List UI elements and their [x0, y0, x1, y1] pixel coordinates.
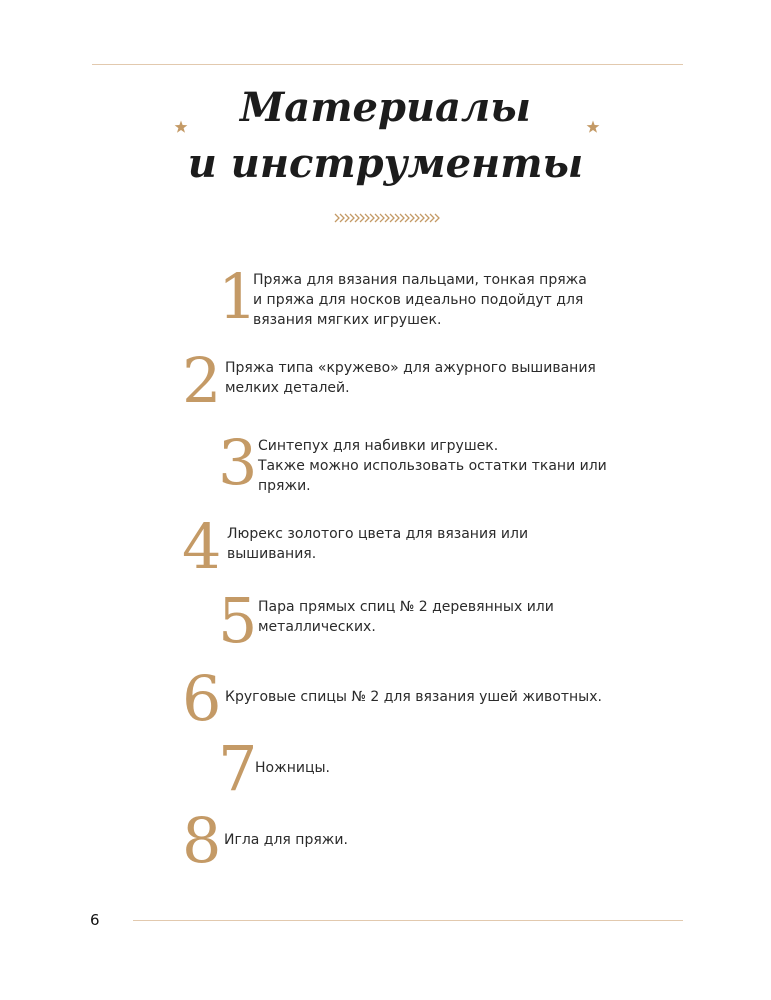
- divider-chevron: [370, 214, 374, 222]
- divider-chevron: [390, 214, 394, 222]
- divider-chevron: [385, 214, 389, 222]
- title-line-2: и инструменты: [187, 140, 584, 187]
- item-text: Пряжа типа «кружево» для ажурного вышивания мелких деталей.: [225, 360, 596, 396]
- item-number: 6: [182, 662, 222, 735]
- item-text: Круговые спицы № 2 для вязания ушей животных.: [225, 689, 602, 705]
- item-text: Синтепух для набивки игрушек. Также можно использовать остатки ткани или пряжи.: [258, 438, 607, 494]
- divider-chevron: [350, 214, 354, 222]
- list-item: [182, 804, 432, 877]
- item-number: 1: [218, 260, 258, 333]
- divider-chevron: [355, 214, 359, 222]
- divider-chevron: [335, 214, 339, 222]
- item-number: 4: [182, 510, 222, 583]
- bottom-rule: [133, 920, 683, 921]
- item-number: 3: [218, 426, 258, 499]
- page-number: 6: [90, 911, 100, 929]
- item-number: 8: [182, 804, 222, 877]
- divider-chevron: [400, 214, 404, 222]
- divider-chevron: [420, 214, 424, 222]
- top-rule: [92, 64, 683, 65]
- divider-chevron: [435, 214, 439, 222]
- divider-chevron: [395, 214, 399, 222]
- divider-chevron: [375, 214, 379, 222]
- divider-chevron: [380, 214, 384, 222]
- item-text: Пряжа для вязания пальцами, тонкая пряжа и пряжа для носков идеально подойдут для вязания мягких игрушек.: [253, 272, 587, 328]
- divider-chevron: [425, 214, 429, 222]
- list-item: [218, 260, 587, 333]
- list-item: [218, 584, 578, 657]
- item-number: 5: [218, 584, 258, 657]
- page-title: [0, 80, 771, 192]
- item-number: 7: [218, 732, 258, 805]
- item-text: Игла для пряжи.: [224, 832, 348, 848]
- item-text: Пара прямых спиц № 2 деревянных или металлических.: [258, 599, 554, 635]
- divider-chevron: [345, 214, 349, 222]
- list-item: [182, 344, 596, 417]
- divider-chevron: [415, 214, 419, 222]
- divider-chevron: [365, 214, 369, 222]
- star-icon: [174, 120, 188, 134]
- divider-chevron: [360, 214, 364, 222]
- chevron-braid-divider-icon: [334, 212, 440, 224]
- list-item: [182, 662, 602, 735]
- list-item: [182, 510, 582, 583]
- title-line-1: Материалы: [240, 84, 531, 131]
- divider-chevron: [405, 214, 409, 222]
- divider-chevron: [340, 214, 344, 222]
- star-icon: [586, 120, 600, 134]
- divider-chevron: [410, 214, 414, 222]
- divider-chevron: [430, 214, 434, 222]
- item-number: 2: [182, 344, 222, 417]
- item-text: Люрекс золотого цвета для вязания или вышивания.: [227, 526, 529, 562]
- item-text: Ножницы.: [255, 760, 330, 776]
- list-item: [218, 426, 607, 499]
- list-item: [218, 732, 418, 805]
